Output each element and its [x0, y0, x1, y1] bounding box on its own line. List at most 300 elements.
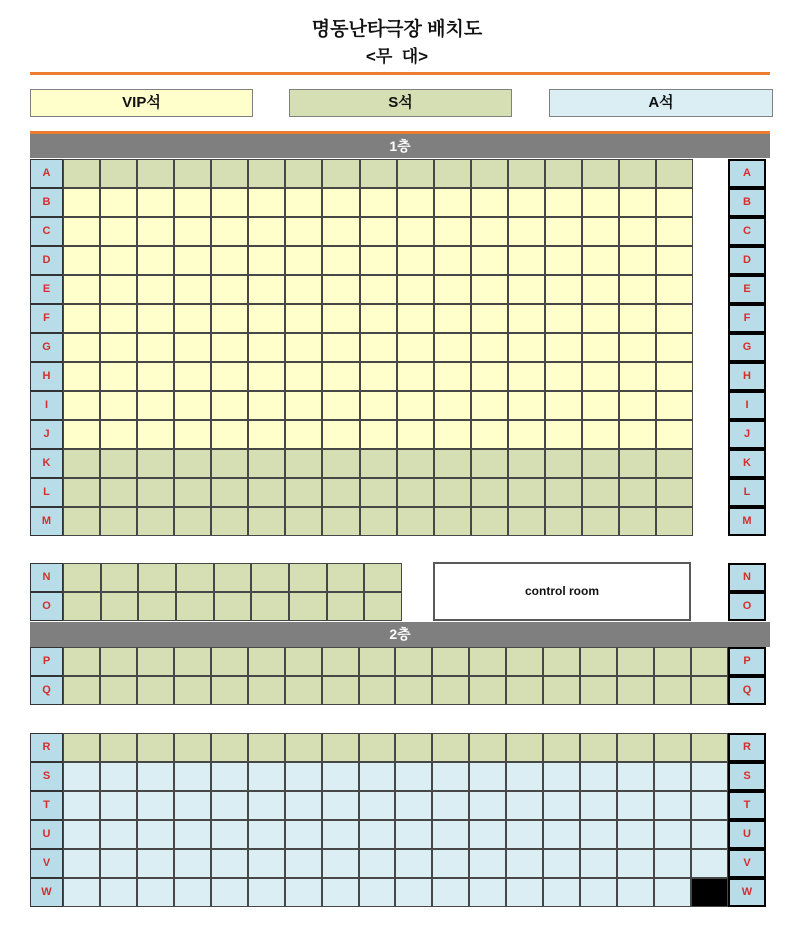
seat-V10[interactable]	[395, 849, 432, 878]
seat-E14[interactable]	[545, 275, 582, 304]
seat-Q16[interactable]	[617, 676, 654, 705]
seat-F5[interactable]	[211, 304, 248, 333]
seat-K16[interactable]	[619, 449, 656, 478]
seat-D13[interactable]	[508, 246, 545, 275]
seat-F8[interactable]	[322, 304, 359, 333]
seat-G9[interactable]	[360, 333, 397, 362]
seat-W16[interactable]	[617, 878, 654, 907]
seat-M12[interactable]	[471, 507, 508, 536]
seat-W14[interactable]	[543, 878, 580, 907]
seat-S10[interactable]	[395, 762, 432, 791]
seat-T12[interactable]	[469, 791, 506, 820]
seat-L14[interactable]	[545, 478, 582, 507]
seat-R3[interactable]	[137, 733, 174, 762]
seat-E17[interactable]	[656, 275, 693, 304]
seat-I6[interactable]	[248, 391, 285, 420]
seat-M15[interactable]	[582, 507, 619, 536]
seat-V17[interactable]	[654, 849, 691, 878]
seat-R13[interactable]	[506, 733, 543, 762]
seat-C8[interactable]	[322, 217, 359, 246]
seat-P18[interactable]	[691, 647, 728, 676]
seat-O8[interactable]	[327, 592, 365, 621]
seat-G6[interactable]	[248, 333, 285, 362]
seat-S3[interactable]	[137, 762, 174, 791]
seat-D15[interactable]	[582, 246, 619, 275]
seat-K15[interactable]	[582, 449, 619, 478]
seat-T17[interactable]	[654, 791, 691, 820]
seat-S15[interactable]	[580, 762, 617, 791]
seat-Q9[interactable]	[359, 676, 396, 705]
seat-M6[interactable]	[248, 507, 285, 536]
seat-L9[interactable]	[360, 478, 397, 507]
seat-W12[interactable]	[469, 878, 506, 907]
seat-U5[interactable]	[211, 820, 248, 849]
seat-O1[interactable]	[63, 592, 101, 621]
seat-O9[interactable]	[364, 592, 402, 621]
seat-I14[interactable]	[545, 391, 582, 420]
seat-P12[interactable]	[469, 647, 506, 676]
seat-P14[interactable]	[543, 647, 580, 676]
seat-V8[interactable]	[322, 849, 359, 878]
seat-M4[interactable]	[174, 507, 211, 536]
seat-D4[interactable]	[174, 246, 211, 275]
seat-I9[interactable]	[360, 391, 397, 420]
seat-F17[interactable]	[656, 304, 693, 333]
seat-U10[interactable]	[395, 820, 432, 849]
seat-S18[interactable]	[691, 762, 728, 791]
seat-B2[interactable]	[100, 188, 137, 217]
seat-D12[interactable]	[471, 246, 508, 275]
seat-Q6[interactable]	[248, 676, 285, 705]
seat-K17[interactable]	[656, 449, 693, 478]
seat-S4[interactable]	[174, 762, 211, 791]
seat-O5[interactable]	[214, 592, 252, 621]
seat-F3[interactable]	[137, 304, 174, 333]
seat-C5[interactable]	[211, 217, 248, 246]
seat-M5[interactable]	[211, 507, 248, 536]
seat-J2[interactable]	[100, 420, 137, 449]
seat-S17[interactable]	[654, 762, 691, 791]
seat-Q8[interactable]	[322, 676, 359, 705]
seat-D1[interactable]	[63, 246, 100, 275]
seat-B13[interactable]	[508, 188, 545, 217]
seat-E4[interactable]	[174, 275, 211, 304]
seat-K10[interactable]	[397, 449, 434, 478]
seat-H2[interactable]	[100, 362, 137, 391]
seat-N3[interactable]	[138, 563, 176, 592]
seat-N4[interactable]	[176, 563, 214, 592]
seat-T11[interactable]	[432, 791, 469, 820]
seat-H14[interactable]	[545, 362, 582, 391]
seat-M14[interactable]	[545, 507, 582, 536]
seat-C2[interactable]	[100, 217, 137, 246]
seat-V9[interactable]	[359, 849, 396, 878]
seat-I13[interactable]	[508, 391, 545, 420]
seat-G17[interactable]	[656, 333, 693, 362]
seat-Q3[interactable]	[137, 676, 174, 705]
seat-I1[interactable]	[63, 391, 100, 420]
seat-Q2[interactable]	[100, 676, 137, 705]
seat-F7[interactable]	[285, 304, 322, 333]
seat-K8[interactable]	[322, 449, 359, 478]
seat-A2[interactable]	[100, 159, 137, 188]
seat-H3[interactable]	[137, 362, 174, 391]
seat-M7[interactable]	[285, 507, 322, 536]
seat-B3[interactable]	[137, 188, 174, 217]
seat-L3[interactable]	[137, 478, 174, 507]
seat-L10[interactable]	[397, 478, 434, 507]
seat-T8[interactable]	[322, 791, 359, 820]
seat-W7[interactable]	[285, 878, 322, 907]
seat-A10[interactable]	[397, 159, 434, 188]
seat-B12[interactable]	[471, 188, 508, 217]
seat-R8[interactable]	[322, 733, 359, 762]
seat-L2[interactable]	[100, 478, 137, 507]
seat-H16[interactable]	[619, 362, 656, 391]
seat-E3[interactable]	[137, 275, 174, 304]
seat-J5[interactable]	[211, 420, 248, 449]
seat-U15[interactable]	[580, 820, 617, 849]
seat-W13[interactable]	[506, 878, 543, 907]
seat-W8[interactable]	[322, 878, 359, 907]
seat-D2[interactable]	[100, 246, 137, 275]
seat-A16[interactable]	[619, 159, 656, 188]
seat-A7[interactable]	[285, 159, 322, 188]
seat-B5[interactable]	[211, 188, 248, 217]
seat-G15[interactable]	[582, 333, 619, 362]
seat-P5[interactable]	[211, 647, 248, 676]
seat-H10[interactable]	[397, 362, 434, 391]
seat-V14[interactable]	[543, 849, 580, 878]
seat-R14[interactable]	[543, 733, 580, 762]
seat-H15[interactable]	[582, 362, 619, 391]
seat-Q14[interactable]	[543, 676, 580, 705]
seat-Q13[interactable]	[506, 676, 543, 705]
seat-S1[interactable]	[63, 762, 100, 791]
seat-T10[interactable]	[395, 791, 432, 820]
seat-S8[interactable]	[322, 762, 359, 791]
seat-S14[interactable]	[543, 762, 580, 791]
seat-P8[interactable]	[322, 647, 359, 676]
seat-A11[interactable]	[434, 159, 471, 188]
seat-V11[interactable]	[432, 849, 469, 878]
seat-I12[interactable]	[471, 391, 508, 420]
seat-G16[interactable]	[619, 333, 656, 362]
seat-R5[interactable]	[211, 733, 248, 762]
seat-T2[interactable]	[100, 791, 137, 820]
seat-T3[interactable]	[137, 791, 174, 820]
seat-W3[interactable]	[137, 878, 174, 907]
seat-A1[interactable]	[63, 159, 100, 188]
seat-R6[interactable]	[248, 733, 285, 762]
seat-W15[interactable]	[580, 878, 617, 907]
seat-L4[interactable]	[174, 478, 211, 507]
seat-S7[interactable]	[285, 762, 322, 791]
seat-O7[interactable]	[289, 592, 327, 621]
seat-J14[interactable]	[545, 420, 582, 449]
seat-R12[interactable]	[469, 733, 506, 762]
seat-W2[interactable]	[100, 878, 137, 907]
seat-H5[interactable]	[211, 362, 248, 391]
seat-A13[interactable]	[508, 159, 545, 188]
seat-Q11[interactable]	[432, 676, 469, 705]
seat-J13[interactable]	[508, 420, 545, 449]
seat-A12[interactable]	[471, 159, 508, 188]
seat-T18[interactable]	[691, 791, 728, 820]
seat-T6[interactable]	[248, 791, 285, 820]
seat-G12[interactable]	[471, 333, 508, 362]
seat-C4[interactable]	[174, 217, 211, 246]
seat-E13[interactable]	[508, 275, 545, 304]
seat-T1[interactable]	[63, 791, 100, 820]
seat-K12[interactable]	[471, 449, 508, 478]
seat-R7[interactable]	[285, 733, 322, 762]
seat-K7[interactable]	[285, 449, 322, 478]
seat-R11[interactable]	[432, 733, 469, 762]
seat-O4[interactable]	[176, 592, 214, 621]
seat-F10[interactable]	[397, 304, 434, 333]
seat-S16[interactable]	[617, 762, 654, 791]
seat-N7[interactable]	[289, 563, 327, 592]
seat-U17[interactable]	[654, 820, 691, 849]
seat-U14[interactable]	[543, 820, 580, 849]
seat-B15[interactable]	[582, 188, 619, 217]
seat-T9[interactable]	[359, 791, 396, 820]
seat-V4[interactable]	[174, 849, 211, 878]
seat-C17[interactable]	[656, 217, 693, 246]
seat-B16[interactable]	[619, 188, 656, 217]
seat-C9[interactable]	[360, 217, 397, 246]
seat-G8[interactable]	[322, 333, 359, 362]
seat-H13[interactable]	[508, 362, 545, 391]
seat-U2[interactable]	[100, 820, 137, 849]
seat-H6[interactable]	[248, 362, 285, 391]
seat-G5[interactable]	[211, 333, 248, 362]
seat-E5[interactable]	[211, 275, 248, 304]
seat-I17[interactable]	[656, 391, 693, 420]
seat-D10[interactable]	[397, 246, 434, 275]
seat-V7[interactable]	[285, 849, 322, 878]
seat-M3[interactable]	[137, 507, 174, 536]
seat-S2[interactable]	[100, 762, 137, 791]
seat-B14[interactable]	[545, 188, 582, 217]
seat-Q17[interactable]	[654, 676, 691, 705]
seat-J9[interactable]	[360, 420, 397, 449]
seat-B1[interactable]	[63, 188, 100, 217]
seat-D16[interactable]	[619, 246, 656, 275]
seat-I7[interactable]	[285, 391, 322, 420]
seat-V16[interactable]	[617, 849, 654, 878]
seat-M16[interactable]	[619, 507, 656, 536]
seat-B8[interactable]	[322, 188, 359, 217]
seat-B17[interactable]	[656, 188, 693, 217]
seat-D5[interactable]	[211, 246, 248, 275]
seat-J8[interactable]	[322, 420, 359, 449]
seat-V12[interactable]	[469, 849, 506, 878]
seat-D11[interactable]	[434, 246, 471, 275]
seat-E11[interactable]	[434, 275, 471, 304]
seat-C11[interactable]	[434, 217, 471, 246]
seat-G14[interactable]	[545, 333, 582, 362]
seat-B6[interactable]	[248, 188, 285, 217]
seat-D7[interactable]	[285, 246, 322, 275]
seat-S13[interactable]	[506, 762, 543, 791]
seat-U3[interactable]	[137, 820, 174, 849]
seat-E16[interactable]	[619, 275, 656, 304]
seat-D14[interactable]	[545, 246, 582, 275]
seat-D3[interactable]	[137, 246, 174, 275]
seat-J11[interactable]	[434, 420, 471, 449]
seat-D9[interactable]	[360, 246, 397, 275]
seat-N6[interactable]	[251, 563, 289, 592]
seat-G10[interactable]	[397, 333, 434, 362]
seat-P11[interactable]	[432, 647, 469, 676]
seat-J4[interactable]	[174, 420, 211, 449]
seat-U16[interactable]	[617, 820, 654, 849]
seat-B4[interactable]	[174, 188, 211, 217]
seat-J16[interactable]	[619, 420, 656, 449]
seat-W1[interactable]	[63, 878, 100, 907]
seat-N9[interactable]	[364, 563, 402, 592]
seat-I5[interactable]	[211, 391, 248, 420]
seat-H4[interactable]	[174, 362, 211, 391]
seat-J15[interactable]	[582, 420, 619, 449]
seat-V18[interactable]	[691, 849, 728, 878]
seat-Q12[interactable]	[469, 676, 506, 705]
seat-F15[interactable]	[582, 304, 619, 333]
seat-M9[interactable]	[360, 507, 397, 536]
seat-M17[interactable]	[656, 507, 693, 536]
seat-F2[interactable]	[100, 304, 137, 333]
seat-M8[interactable]	[322, 507, 359, 536]
seat-A3[interactable]	[137, 159, 174, 188]
seat-A15[interactable]	[582, 159, 619, 188]
seat-S5[interactable]	[211, 762, 248, 791]
seat-P15[interactable]	[580, 647, 617, 676]
seat-I16[interactable]	[619, 391, 656, 420]
seat-I4[interactable]	[174, 391, 211, 420]
seat-F12[interactable]	[471, 304, 508, 333]
seat-I3[interactable]	[137, 391, 174, 420]
seat-M10[interactable]	[397, 507, 434, 536]
seat-C3[interactable]	[137, 217, 174, 246]
seat-P3[interactable]	[137, 647, 174, 676]
seat-I11[interactable]	[434, 391, 471, 420]
seat-L8[interactable]	[322, 478, 359, 507]
seat-W5[interactable]	[211, 878, 248, 907]
seat-P2[interactable]	[100, 647, 137, 676]
seat-U1[interactable]	[63, 820, 100, 849]
seat-J1[interactable]	[63, 420, 100, 449]
seat-N5[interactable]	[214, 563, 252, 592]
seat-F14[interactable]	[545, 304, 582, 333]
seat-D6[interactable]	[248, 246, 285, 275]
seat-D17[interactable]	[656, 246, 693, 275]
seat-E6[interactable]	[248, 275, 285, 304]
seat-C10[interactable]	[397, 217, 434, 246]
seat-U13[interactable]	[506, 820, 543, 849]
seat-O6[interactable]	[251, 592, 289, 621]
seat-Q7[interactable]	[285, 676, 322, 705]
seat-J12[interactable]	[471, 420, 508, 449]
seat-E2[interactable]	[100, 275, 137, 304]
seat-V1[interactable]	[63, 849, 100, 878]
seat-J3[interactable]	[137, 420, 174, 449]
seat-F1[interactable]	[63, 304, 100, 333]
seat-H11[interactable]	[434, 362, 471, 391]
seat-C7[interactable]	[285, 217, 322, 246]
seat-T5[interactable]	[211, 791, 248, 820]
seat-P6[interactable]	[248, 647, 285, 676]
seat-U11[interactable]	[432, 820, 469, 849]
seat-P9[interactable]	[359, 647, 396, 676]
seat-E15[interactable]	[582, 275, 619, 304]
seat-L13[interactable]	[508, 478, 545, 507]
seat-Q1[interactable]	[63, 676, 100, 705]
seat-R4[interactable]	[174, 733, 211, 762]
seat-T14[interactable]	[543, 791, 580, 820]
seat-F11[interactable]	[434, 304, 471, 333]
seat-F13[interactable]	[508, 304, 545, 333]
seat-V13[interactable]	[506, 849, 543, 878]
seat-V15[interactable]	[580, 849, 617, 878]
seat-R2[interactable]	[100, 733, 137, 762]
seat-C13[interactable]	[508, 217, 545, 246]
seat-U8[interactable]	[322, 820, 359, 849]
seat-G13[interactable]	[508, 333, 545, 362]
seat-H1[interactable]	[63, 362, 100, 391]
seat-D8[interactable]	[322, 246, 359, 275]
seat-L6[interactable]	[248, 478, 285, 507]
seat-S12[interactable]	[469, 762, 506, 791]
seat-R10[interactable]	[395, 733, 432, 762]
seat-B9[interactable]	[360, 188, 397, 217]
seat-G1[interactable]	[63, 333, 100, 362]
seat-K4[interactable]	[174, 449, 211, 478]
seat-P16[interactable]	[617, 647, 654, 676]
seat-W4[interactable]	[174, 878, 211, 907]
seat-G7[interactable]	[285, 333, 322, 362]
seat-C16[interactable]	[619, 217, 656, 246]
seat-V2[interactable]	[100, 849, 137, 878]
seat-C6[interactable]	[248, 217, 285, 246]
seat-L11[interactable]	[434, 478, 471, 507]
seat-K11[interactable]	[434, 449, 471, 478]
seat-K9[interactable]	[360, 449, 397, 478]
seat-Q15[interactable]	[580, 676, 617, 705]
seat-S11[interactable]	[432, 762, 469, 791]
seat-U12[interactable]	[469, 820, 506, 849]
seat-R18[interactable]	[691, 733, 728, 762]
seat-P7[interactable]	[285, 647, 322, 676]
seat-T4[interactable]	[174, 791, 211, 820]
seat-V3[interactable]	[137, 849, 174, 878]
seat-J17[interactable]	[656, 420, 693, 449]
seat-P10[interactable]	[395, 647, 432, 676]
seat-J6[interactable]	[248, 420, 285, 449]
seat-N8[interactable]	[327, 563, 365, 592]
seat-B11[interactable]	[434, 188, 471, 217]
seat-L17[interactable]	[656, 478, 693, 507]
seat-U7[interactable]	[285, 820, 322, 849]
seat-I2[interactable]	[100, 391, 137, 420]
seat-L7[interactable]	[285, 478, 322, 507]
seat-T15[interactable]	[580, 791, 617, 820]
seat-A14[interactable]	[545, 159, 582, 188]
seat-Q18[interactable]	[691, 676, 728, 705]
seat-T16[interactable]	[617, 791, 654, 820]
seat-J7[interactable]	[285, 420, 322, 449]
